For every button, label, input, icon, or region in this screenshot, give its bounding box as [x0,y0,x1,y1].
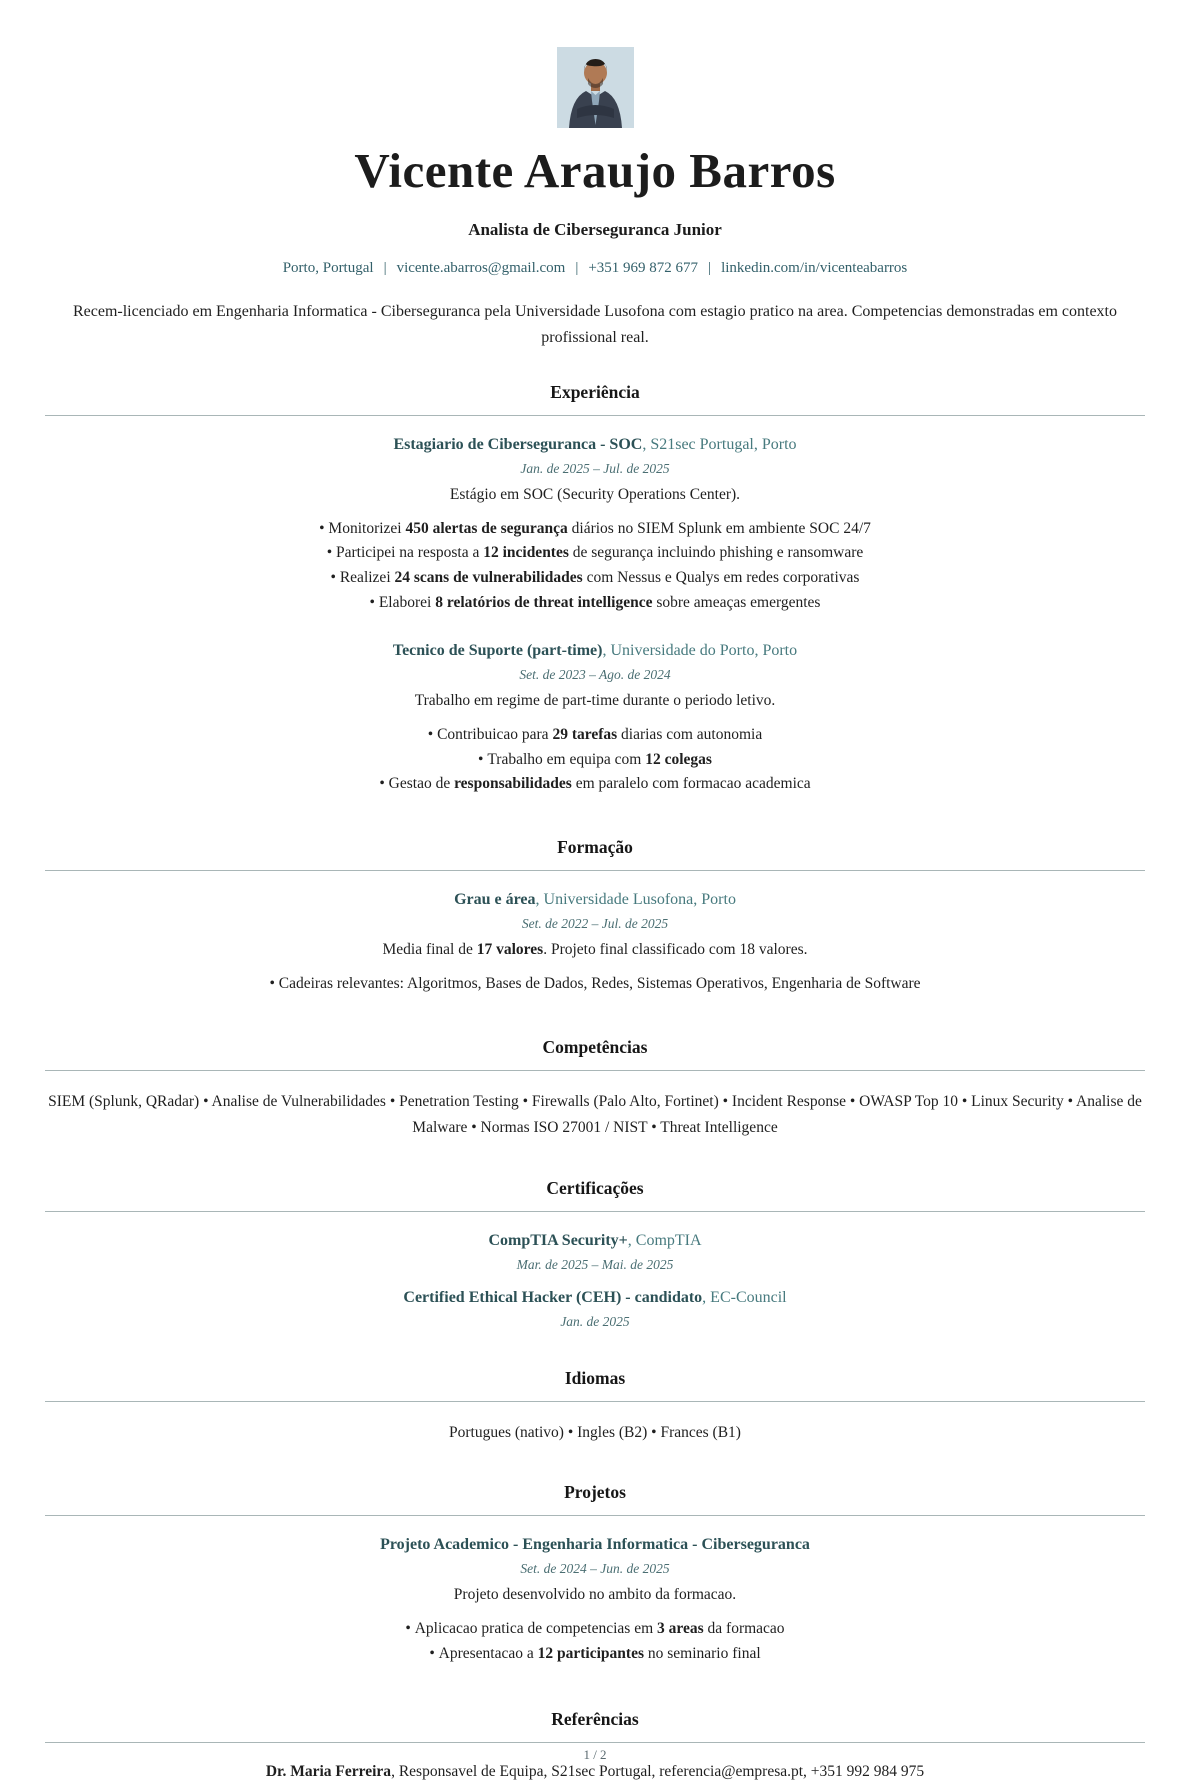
job-company: Universidade do Porto, Porto [610,641,798,659]
job-bullet [45,566,1145,591]
certification-dates: Mar. de 2025 – Mai. de 2025 [516,1256,674,1272]
bullet-text: Elaborei [378,594,436,612]
job-dates: Jan. de 2025 – Jul. de 2025 [520,460,670,476]
section-divider [45,870,1145,871]
candidate-headline: Analista de Ciberseguranca Junior [468,219,722,239]
bullet-text: de segurança incluindo phishing e ransomware [568,544,864,562]
section-heading-skills: Competências [542,1037,648,1058]
bullet-text: Trabalho em equipa com [487,750,646,768]
bullet-text: Aplicacao pratica de competencias em [414,1620,658,1638]
comma-separator: , [627,1231,636,1249]
education-entry [45,891,1145,997]
section-projects [45,1482,1145,1667]
job-bullet [45,591,1145,616]
job-bullet [45,748,1145,773]
description-highlight: 17 valores [476,941,544,959]
school-name: Universidade Lusofona, Porto [543,891,736,909]
section-divider [45,1515,1145,1516]
section-heading-education: Formação [557,837,633,858]
project-title: Projeto Academico - Engenharia Informatica - Ciberseguranca [380,1536,810,1554]
job-company: S21sec Portugal, Porto [650,435,797,453]
certification-issuer: EC-Council [710,1288,787,1306]
job-dates: Set. de 2023 – Ago. de 2024 [519,666,671,682]
section-divider [45,1211,1145,1212]
contact-separator: | [708,259,712,276]
skills-list: SIEM (Splunk, QRadar) • Analise de Vulnerabilidades • Penetration Testing • Firewalls (Palo Alto, Fortinet) • Incident Response • OWASP Top 10 • Linux Security • Analise de Malware • Normas ISO 27001 / NIST • Threat Intelligence [48,1093,1142,1137]
bullet-highlight: 12 incidentes [483,544,569,562]
project-dates: Set. de 2024 – Jun. de 2025 [520,1561,670,1577]
project-bullets [45,1617,1145,1667]
job-description: Estágio em SOC (Security Operations Center). [449,485,741,503]
section-education [45,837,1145,997]
contact-linkedin-link[interactable]: linkedin.com/in/vicenteabarros [721,259,908,276]
job-bullet [45,541,1145,566]
job-title: Estagiario de Ciberseguranca - SOC [393,435,643,453]
bullet-text: da formacao [703,1620,785,1638]
contact-separator: | [383,259,387,276]
section-divider [45,1742,1145,1743]
section-languages [45,1368,1145,1446]
profile-photo [557,47,634,128]
section-heading-experience: Experiência [550,381,640,402]
section-divider [45,415,1145,416]
bullet-text: diários no SIEM Splunk em ambiente SOC 24/7 [567,519,871,537]
reference-name: Dr. Maria Ferreira [265,1762,392,1780]
bullet-highlight: 12 colegas [645,750,712,768]
contact-line [45,260,1145,277]
job-bullet [45,517,1145,542]
comma-separator: , [702,1288,711,1306]
project-title-line [45,1536,1145,1554]
certification-title: CompTIA Security+ [488,1231,628,1249]
bullet-text: Monitorizei [328,519,406,537]
degree-title-line [45,891,1145,909]
education-description [45,941,1145,959]
section-skills [45,1037,1145,1142]
page-indicator: 1 / 2 [583,1746,607,1762]
education-dates: Set. de 2022 – Jul. de 2025 [521,916,669,932]
resume-header [45,47,1145,352]
reference-entry [45,1763,1145,1781]
contact-email-link[interactable]: vicente.abarros@gmail.com [396,259,566,276]
degree-title: Grau e área [454,891,536,909]
certification-title-line [45,1289,1145,1307]
comma-separator: , [535,891,544,909]
description-text: . Projeto final classificado com 18 valores. [543,941,808,959]
bullet-highlight: 29 tarefas [552,725,618,743]
section-divider [45,1070,1145,1071]
bullet-text: Contribuicao para [437,725,553,743]
certification-entry [45,1289,1145,1330]
profile-photo-image [557,47,634,128]
bullet-text: sobre ameaças emergentes [652,594,821,612]
section-heading-certifications: Certificações [546,1177,644,1198]
certification-issuer: CompTIA [635,1231,702,1249]
certification-title: Certified Ethical Hacker (CEH) - candidato [403,1288,703,1306]
experience-entry [45,436,1145,616]
education-bullet [45,972,1145,997]
description-text: Media final de [382,941,477,959]
certification-dates: Jan. de 2025 [560,1313,630,1329]
bullet-text: Participei na resposta a [336,544,484,562]
languages-list: Portugues (nativo) • Ingles (B2) • Frances (B1) [449,1423,741,1441]
project-description: Projeto desenvolvido no ambito da formacao. [453,1586,737,1604]
job-title: Tecnico de Suporte (part-time) [392,641,603,659]
contact-location: Porto, Portugal [282,259,374,276]
comma-separator: , [642,435,651,453]
summary-text: Recem-licenciado em Engenharia Informatica - Ciberseguranca pela Universidade Lusofona com estagio pratico na area. Competencias demonstradas em contexto profissional real. [72,302,1117,347]
bullet-highlight: 3 areas [657,1620,704,1638]
contact-phone: +351 969 872 677 [588,259,699,276]
bullet-highlight: 8 relatórios de threat intelligence [435,594,653,612]
reference-details: , Responsavel de Equipa, S21sec Portugal, referencia@empresa.pt, +351 992 984 975 [391,1762,925,1780]
candidate-name: Vicente Araujo Barros [354,143,836,198]
job-bullets [45,723,1145,797]
job-title-line [45,436,1145,454]
project-bullet [45,1642,1145,1667]
job-bullet [45,772,1145,797]
section-references [45,1709,1145,1781]
bullet-text: Apresentacao a [438,1644,538,1662]
job-description: Trabalho em regime de part-time durante o periodo letivo. [414,691,776,709]
project-bullet [45,1617,1145,1642]
section-divider [45,1401,1145,1402]
bullet-text: Cadeiras relevantes: Algoritmos, Bases de Dados, Redes, Sistemas Operativos, Engenharia de Software [278,975,921,993]
project-entry [45,1536,1145,1667]
job-title-line [45,642,1145,660]
bullet-text: Gestao de [388,775,455,793]
bullet-text: diarias com autonomia [617,725,763,743]
bullet-text: em paralelo com formacao academica [571,775,811,793]
comma-separator: , [602,641,611,659]
section-experience [45,382,1145,798]
education-bullets [45,972,1145,997]
section-heading-references: Referências [551,1708,639,1729]
certification-entry [45,1232,1145,1273]
bullet-highlight: 24 scans de vulnerabilidades [394,569,583,587]
bullet-highlight: 12 participantes [537,1644,644,1662]
job-bullets [45,517,1145,616]
bullet-text: Realizei [339,569,395,587]
job-bullet [45,723,1145,748]
experience-entry [45,642,1145,797]
bullet-text: no seminario final [643,1644,761,1662]
section-certifications [45,1178,1145,1330]
section-heading-projects: Projetos [564,1482,626,1503]
bullet-highlight: 450 alertas de segurança [405,519,568,537]
certification-title-line [45,1232,1145,1250]
bullet-text: com Nessus e Qualys em redes corporativas [582,569,860,587]
bullet-highlight: responsabilidades [454,775,572,793]
section-heading-languages: Idiomas [564,1367,626,1388]
contact-separator: | [575,259,579,276]
